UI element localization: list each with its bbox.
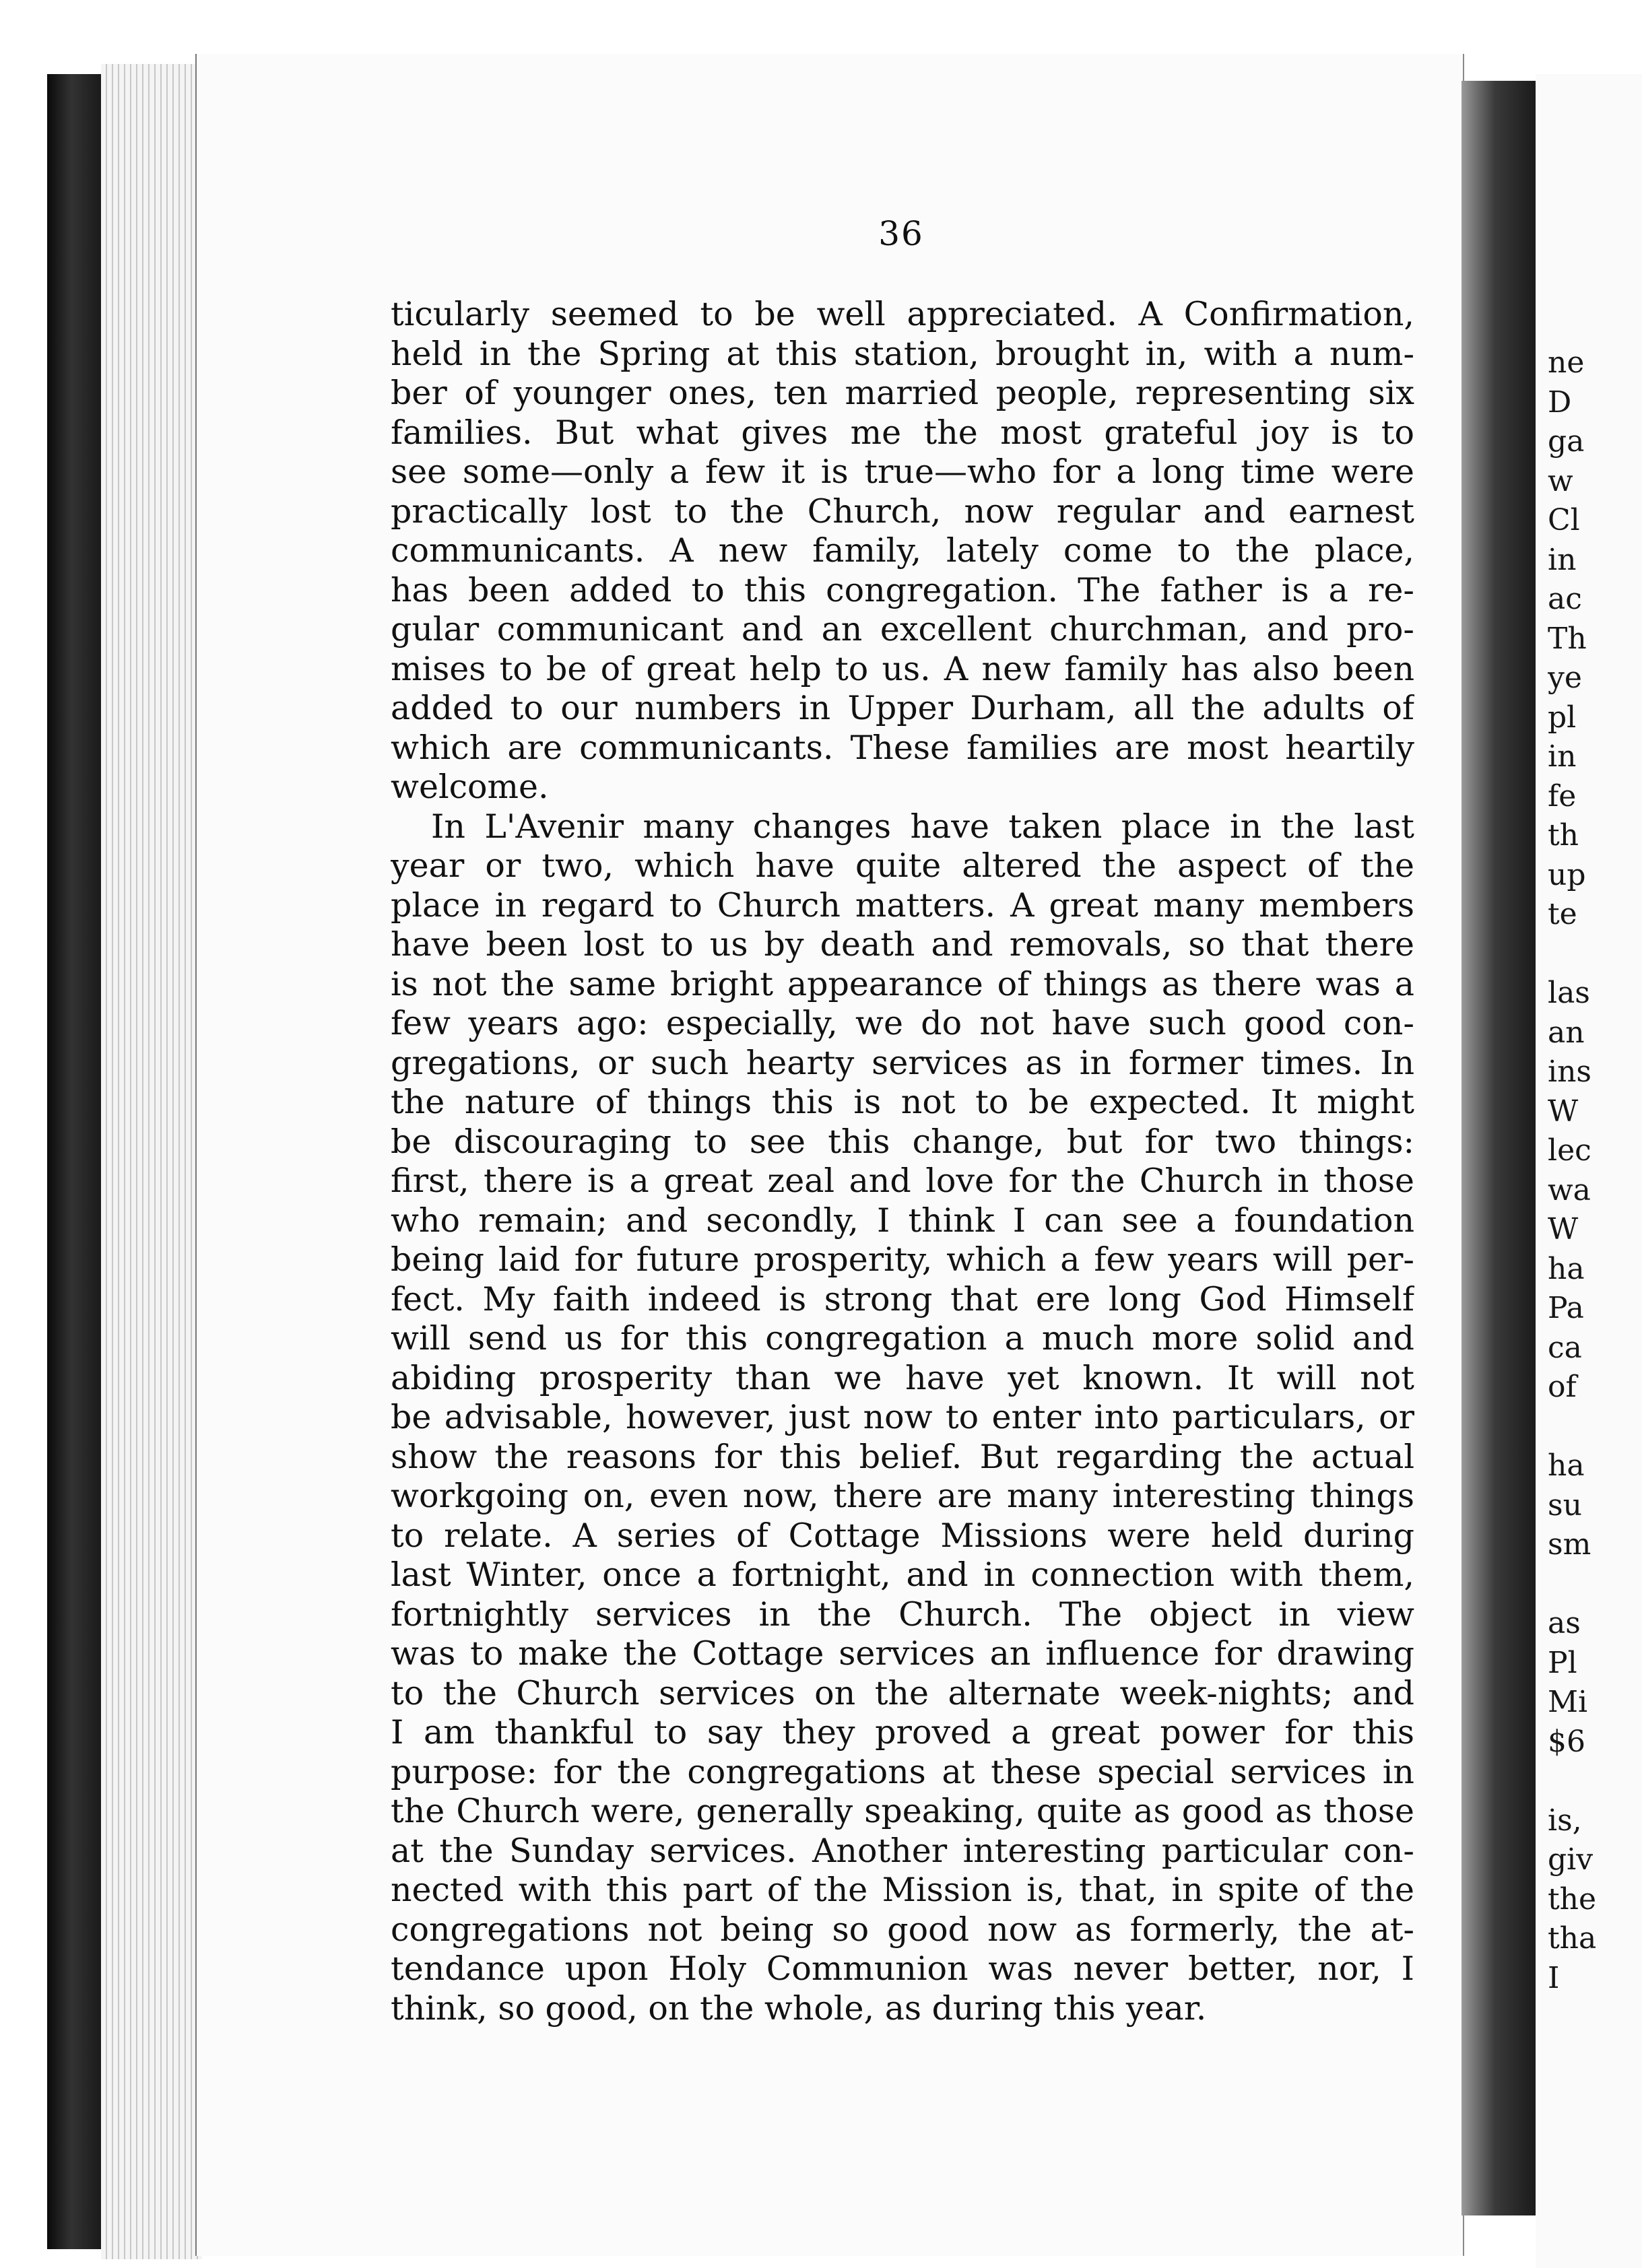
text-line: last Winter, once a fortnight, and in connection with them, [391,1556,1414,1594]
facing-page-fragment: te [1548,897,1577,931]
text-line: congregations not being so good now as formerly, the at- [391,1910,1414,1949]
facing-page-fragment: sm [1548,1527,1591,1562]
facing-page-fragment: ha [1548,1251,1585,1286]
facing-page-fragment: Mi [1548,1685,1588,1719]
text-line: being laid for future prosperity, which a few years will per- [391,1240,1414,1279]
facing-page-fragment: ye [1548,661,1582,695]
facing-page-fragment: ac [1548,582,1582,616]
text-line: mises to be of great help to us. A new family has also been [391,649,1414,688]
facing-page-fragment: Th [1548,621,1587,656]
facing-page-fragment: fe [1548,778,1577,813]
facing-page-fragment: su [1548,1488,1582,1523]
text-line: fortnightly services in the Church. The object in view [391,1595,1414,1634]
text-line: see some—only a few it is true—who for a long time were [391,453,1414,491]
facing-page-fragment: of [1548,1370,1577,1404]
text-line: to the Church services on the alternate week-nights; and [391,1673,1414,1712]
facing-page-fragment: as [1548,1606,1581,1640]
facing-page-fragment: in [1548,542,1577,577]
facing-page-fragment: I [1548,1960,1560,1995]
text-line: show the reasons for this belief. But regarding the actual [391,1437,1414,1476]
text-line: year or two, which have quite altered the aspect of the [391,846,1414,885]
text-line: held in the Spring at this station, brought in, with a num- [391,334,1414,373]
text-line: is not the same bright appearance of things as there was a [391,964,1414,1003]
facing-page-fragment: the [1548,1881,1597,1916]
text-line: practically lost to the Church, now regular and earnest [391,492,1414,531]
facing-page-fragment: giv [1548,1842,1594,1877]
text-line: ber of younger ones, ten married people, representing six [391,374,1414,412]
text-line: place in regard to Church matters. A great many members [391,886,1414,925]
book-binding [47,74,101,2249]
text-line: first, there is a great zeal and love for the Church in those [391,1162,1414,1200]
text-line: I am thankful to say they proved a great power for this [391,1713,1414,1752]
facing-page-fragment: ne [1548,345,1585,380]
text-line: few years ago: especially, we do not have such good con- [391,1004,1414,1042]
facing-page-fragment: ca [1548,1330,1582,1365]
facing-page-fragment: Pa [1548,1291,1584,1325]
facing-page-fragment: up [1548,857,1586,892]
text-line: purpose: for the congregations at these special services in [391,1752,1414,1791]
text-line: will send us for this congregation a much more solid and [391,1319,1414,1358]
text-line: families. But what gives me the most grateful joy is to [391,413,1414,452]
facing-page-fragment: Pl [1548,1645,1577,1680]
facing-page-fragment: in [1548,739,1577,774]
text-line: who remain; and secondly, I think I can see a foundation [391,1201,1414,1240]
text-line: was to make the Cottage services an influence for drawing [391,1634,1414,1673]
body-text [391,295,1414,2028]
text-line: added to our numbers in Upper Durham, all the adults of [391,689,1414,727]
text-line: workgoing on, even now, there are many interesting things [391,1477,1414,1515]
facing-page-fragment: th [1548,818,1579,853]
text-line: be advisable, however, just now to enter into particulars, or [391,1398,1414,1436]
page-number: 36 [878,214,924,253]
facing-page-fragment: ga [1548,424,1585,459]
text-line: to relate. A series of Cottage Missions were held during [391,1516,1414,1555]
text-line: which are communicants. These families are most heartily [391,728,1414,767]
facing-page-fragment: las [1548,976,1590,1010]
gutter-shadow [1462,81,1536,2215]
text-line: welcome. [391,768,549,806]
facing-page-fragment: W [1548,1094,1579,1129]
text-line: have been lost to us by death and removals, so that there [391,925,1414,964]
facing-page-fragment: ha [1548,1448,1585,1483]
facing-page-fragment: an [1548,1015,1585,1050]
page-edges [101,64,202,2259]
facing-page-fragment: lec [1548,1133,1591,1168]
text-line: abiding prosperity than we have yet known. It will not [391,1358,1414,1397]
text-line: the nature of things this is not to be expected. It might [391,1083,1414,1121]
facing-page-fragment: is, [1548,1803,1582,1838]
facing-page-fragment: ins [1548,1055,1591,1089]
facing-page-fragment: Cl [1548,503,1580,537]
text-line: the Church were, generally speaking, quite as good as those [391,1792,1414,1830]
facing-page-fragment: tha [1548,1921,1597,1956]
text-line: gular communicant and an excellent churchman, and pro- [391,610,1414,648]
facing-page-fragment: D [1548,385,1572,420]
text-line: fect. My faith indeed is strong that ere long God Himself [391,1279,1414,1319]
facing-page-fragment: pl [1548,700,1577,735]
facing-page-fragment: w [1548,463,1573,498]
facing-page-fragment: wa [1548,1172,1591,1207]
text-line: nected with this part of the Mission is, that, in spite of the [391,1871,1414,1909]
facing-page-fragment: W [1548,1212,1579,1246]
facing-page-fragment: $6 [1548,1724,1585,1759]
text-line: be discouraging to see this change, but for two things: [391,1122,1414,1161]
text-line: In L'Avenir many changes have taken place in the last [431,807,1414,846]
text-line: tendance upon Holy Communion was never better, nor, I [391,1949,1414,1988]
text-line: think, so good, on the whole, as during this year. [391,1989,1207,2028]
text-line: ticularly seemed to be well appreciated. A Confirmation, [391,295,1414,333]
text-line: has been added to this congregation. The father is a re- [391,570,1414,609]
text-line: gregations, or such hearty services as in former times. In [391,1043,1414,1082]
text-line: at the Sunday services. Another interesting particular con- [391,1831,1414,1870]
text-line: communicants. A new family, lately come to the place, [391,531,1414,570]
